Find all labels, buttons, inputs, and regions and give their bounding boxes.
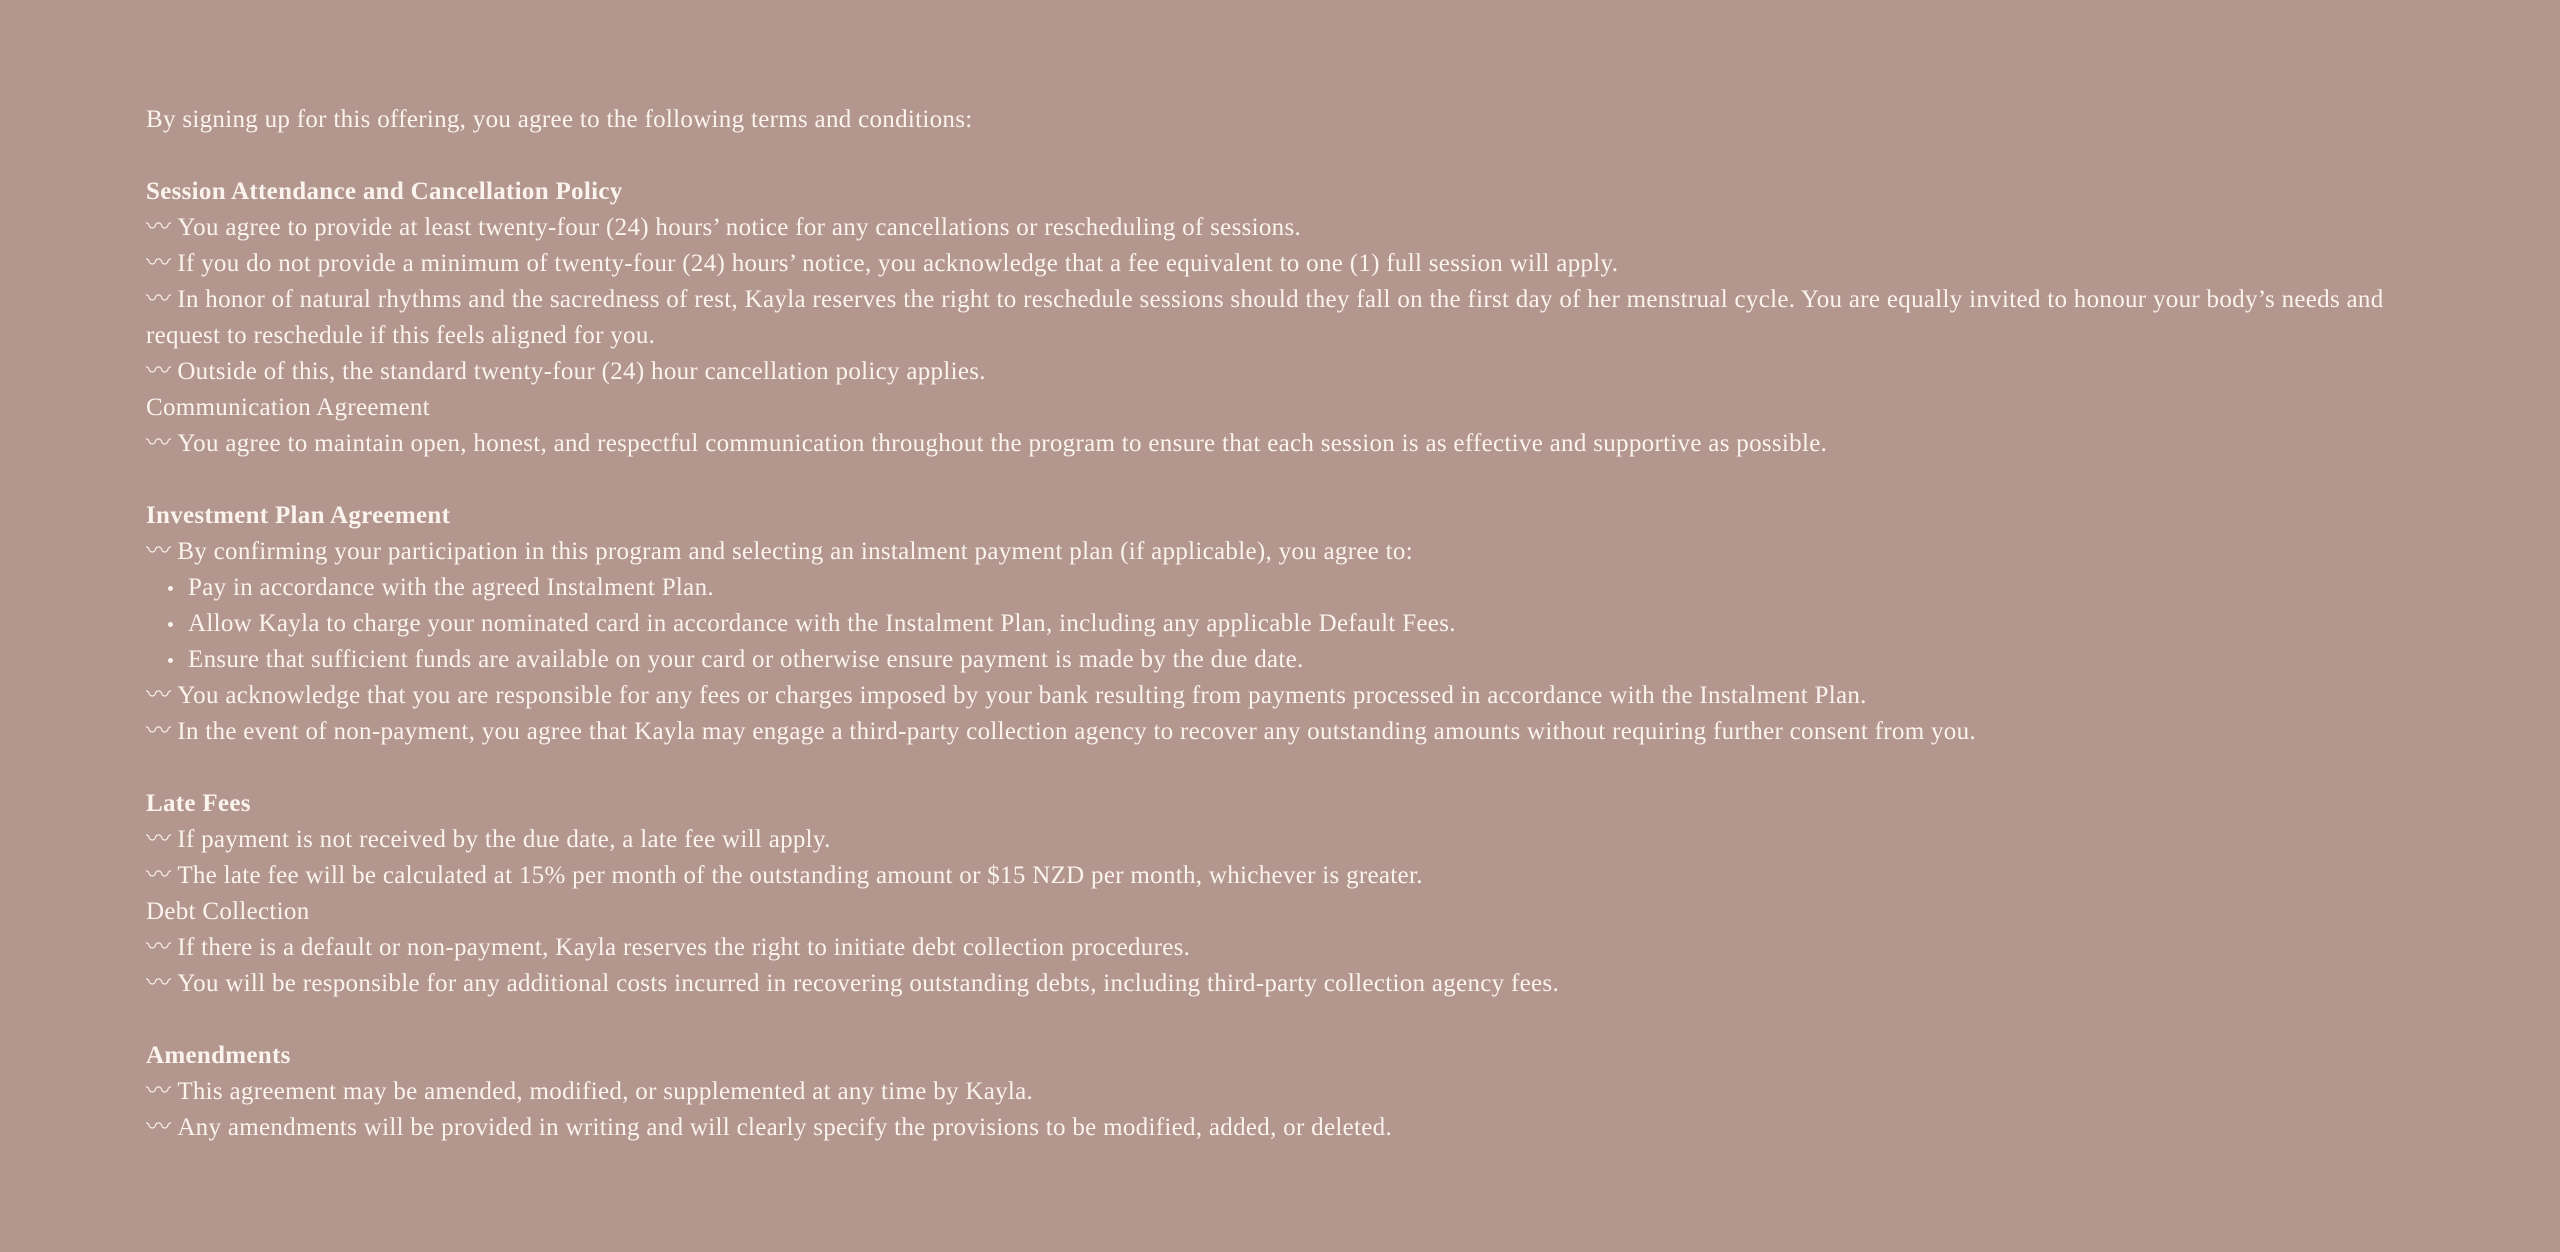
term-item: 〰 If there is a default or non-payment, Kayla reserves the right to initiate debt collection procedures. xyxy=(146,934,1191,961)
term-item: 〰 Any amendments will be provided in writing and will clearly specify the provisions to be modified, added, or deleted. xyxy=(146,1114,1392,1141)
section-title-communication: Communication Agreement xyxy=(146,394,430,421)
term-item: 〰 In the event of non-payment, you agree that Kayla may engage a third-party collection agency to recover any outstanding amounts without requiring further consent from you. xyxy=(146,718,1976,745)
wave-icon: 〰 xyxy=(146,538,172,565)
list-item: Ensure that sufficient funds are available on your card or otherwise ensure payment is made by the due date. xyxy=(188,642,2446,678)
wave-icon: 〰 xyxy=(146,1114,172,1141)
term-item: 〰 In honor of natural rhythms and the sacredness of rest, Kayla reserves the right to reschedule sessions should they fall on the first day of her menstrual cycle. You are equally invited to honour your body’s needs and request to reschedule if this feels aligned for you. xyxy=(146,286,2384,349)
terms-content xyxy=(146,102,2446,1146)
term-item: 〰 You will be responsible for any additional costs incurred in recovering outstanding debts, including third-party collection agency fees. xyxy=(146,970,1559,997)
section-title-late-fees: Late Fees xyxy=(146,790,251,817)
term-item: 〰 Outside of this, the standard twenty-four (24) hour cancellation policy applies. xyxy=(146,358,986,385)
term-item: 〰 The late fee will be calculated at 15% per month of the outstanding amount or $15 NZD per month, whichever is greater. xyxy=(146,862,1423,889)
term-item: 〰 This agreement may be amended, modified, or supplemented at any time by Kayla. xyxy=(146,1078,1034,1105)
spacer xyxy=(146,462,2446,498)
spacer xyxy=(146,138,2446,174)
section-title-amendments: Amendments xyxy=(146,1042,291,1069)
term-item: 〰 If payment is not received by the due date, a late fee will apply. xyxy=(146,826,831,853)
term-item: 〰 By confirming your participation in this program and selecting an instalment payment plan (if applicable), you agree to: xyxy=(146,538,1413,565)
wave-icon: 〰 xyxy=(146,718,172,745)
wave-icon: 〰 xyxy=(146,286,172,313)
wave-icon: 〰 xyxy=(146,862,172,889)
wave-icon: 〰 xyxy=(146,214,172,241)
spacer xyxy=(146,1002,2446,1038)
list-item: Allow Kayla to charge your nominated card in accordance with the Instalment Plan, including any applicable Default Fees. xyxy=(188,606,2446,642)
section-title-attendance: Session Attendance and Cancellation Policy xyxy=(146,178,623,205)
wave-icon: 〰 xyxy=(146,1078,172,1105)
wave-icon: 〰 xyxy=(146,934,172,961)
wave-icon: 〰 xyxy=(146,250,172,277)
term-item: 〰 You agree to maintain open, honest, and respectful communication throughout the program to ensure that each session is as effective and supportive as possible. xyxy=(146,430,1828,457)
wave-icon: 〰 xyxy=(146,682,172,709)
section-title-investment: Investment Plan Agreement xyxy=(146,502,451,529)
wave-icon: 〰 xyxy=(146,970,172,997)
wave-icon: 〰 xyxy=(146,358,172,385)
term-item: 〰 If you do not provide a minimum of twenty-four (24) hours’ notice, you acknowledge that a fee equivalent to one (1) full session will apply. xyxy=(146,250,1619,277)
terms-intro: By signing up for this offering, you agree to the following terms and conditions: xyxy=(146,106,973,133)
section-title-debt: Debt Collection xyxy=(146,898,310,925)
term-item: 〰 You agree to provide at least twenty-four (24) hours’ notice for any cancellations or rescheduling of sessions. xyxy=(146,214,1302,241)
wave-icon: 〰 xyxy=(146,826,172,853)
list-item: Pay in accordance with the agreed Instalment Plan. xyxy=(188,570,2446,606)
wave-icon: 〰 xyxy=(146,430,172,457)
spacer xyxy=(146,750,2446,786)
term-item: 〰 You acknowledge that you are responsible for any fees or charges imposed by your bank resulting from payments processed in accordance with the Instalment Plan. xyxy=(146,682,1867,709)
investment-sub-list xyxy=(146,570,2446,678)
